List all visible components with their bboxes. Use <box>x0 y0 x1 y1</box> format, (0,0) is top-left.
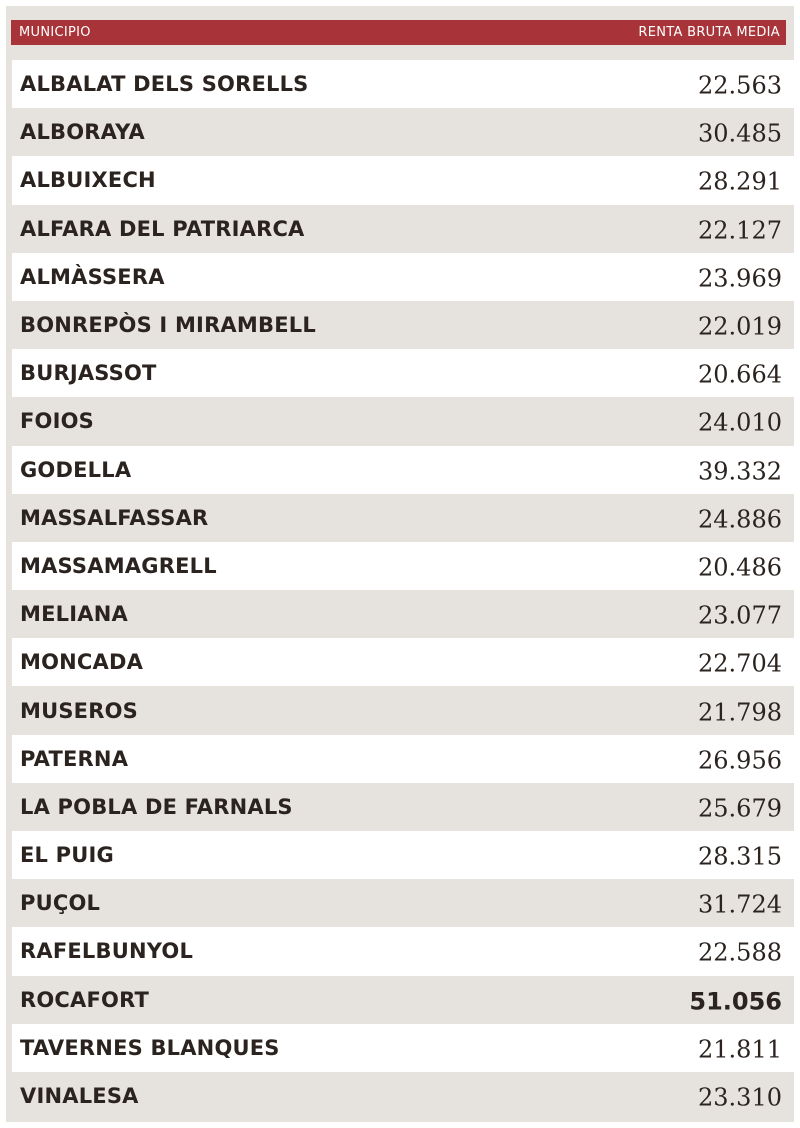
table-row <box>12 301 794 349</box>
municipio-name: MONCADA <box>20 650 144 675</box>
table-row <box>12 927 794 975</box>
municipio-name: GODELLA <box>20 457 132 482</box>
renta-value: 28.291 <box>698 167 782 196</box>
municipio-name: EL PUIG <box>20 843 114 868</box>
renta-value: 51.056 <box>689 987 782 1016</box>
renta-value: 22.563 <box>698 71 782 100</box>
table-row <box>12 60 794 108</box>
table-row <box>12 156 794 204</box>
municipio-name: ALMÀSSERA <box>20 264 165 289</box>
municipio-name: ROCAFORT <box>20 987 150 1012</box>
table-header <box>11 20 786 45</box>
municipio-name: MELIANA <box>20 602 128 627</box>
renta-value: 39.332 <box>698 456 782 485</box>
municipio-name: BURJASSOT <box>20 361 157 386</box>
municipio-name: ALBORAYA <box>20 120 145 145</box>
municipio-name: RAFELBUNYOL <box>20 939 194 964</box>
table-row <box>12 1024 794 1072</box>
table-row <box>12 590 794 638</box>
table-row <box>12 108 794 156</box>
municipio-name: PUÇOL <box>20 891 101 916</box>
table-row <box>12 686 794 734</box>
renta-value: 22.127 <box>698 216 782 245</box>
municipio-name: MASSALFASSAR <box>20 505 209 530</box>
renta-value: 24.010 <box>698 408 782 437</box>
municipio-name: TAVERNES BLANQUES <box>20 1035 280 1060</box>
renta-value: 23.969 <box>698 264 782 293</box>
renta-value: 31.724 <box>698 890 782 919</box>
renta-value: 21.811 <box>698 1035 782 1064</box>
municipio-name: MUSEROS <box>20 698 138 723</box>
table-row <box>12 879 794 927</box>
renta-value: 24.886 <box>698 505 782 534</box>
table-row <box>12 205 794 253</box>
municipio-name: MASSAMAGRELL <box>20 553 217 578</box>
municipio-name: FOIOS <box>20 409 94 434</box>
table-row <box>12 397 794 445</box>
table-row <box>12 446 794 494</box>
table-row <box>12 542 794 590</box>
table-row <box>12 494 794 542</box>
renta-value: 22.019 <box>698 312 782 341</box>
header-renta-bruta-media: RENTA BRUTA MEDIA <box>638 25 780 40</box>
municipio-name: PATERNA <box>20 746 129 771</box>
renta-value: 28.315 <box>698 842 782 871</box>
renta-value: 22.704 <box>698 649 782 678</box>
renta-value: 22.588 <box>698 938 782 967</box>
municipio-name: BONREPÒS I MIRAMBELL <box>20 313 316 338</box>
table-row <box>12 253 794 301</box>
municipio-name: ALFARA DEL PATRIARCA <box>20 216 305 241</box>
renta-value: 23.077 <box>698 601 782 630</box>
municipio-name: VINALESA <box>20 1084 139 1109</box>
renta-value: 21.798 <box>698 697 782 726</box>
municipio-name: ALBUIXECH <box>20 168 156 193</box>
renta-value: 23.310 <box>698 1083 782 1112</box>
municipio-name: LA POBLA DE FARNALS <box>20 794 293 819</box>
header-municipio: MUNICIPIO <box>19 25 91 40</box>
table-row <box>12 976 794 1024</box>
table-row <box>12 638 794 686</box>
renta-value: 25.679 <box>698 794 782 823</box>
income-table-panel <box>6 6 794 1122</box>
table-row <box>12 349 794 397</box>
municipio-name: ALBALAT DELS SORELLS <box>20 72 309 97</box>
table-body <box>12 60 794 1120</box>
table-row <box>12 1072 794 1120</box>
table-row <box>12 831 794 879</box>
table-row <box>12 783 794 831</box>
renta-value: 20.664 <box>698 360 782 389</box>
table-row <box>12 735 794 783</box>
renta-value: 30.485 <box>698 119 782 148</box>
renta-value: 26.956 <box>698 746 782 775</box>
renta-value: 20.486 <box>698 553 782 582</box>
